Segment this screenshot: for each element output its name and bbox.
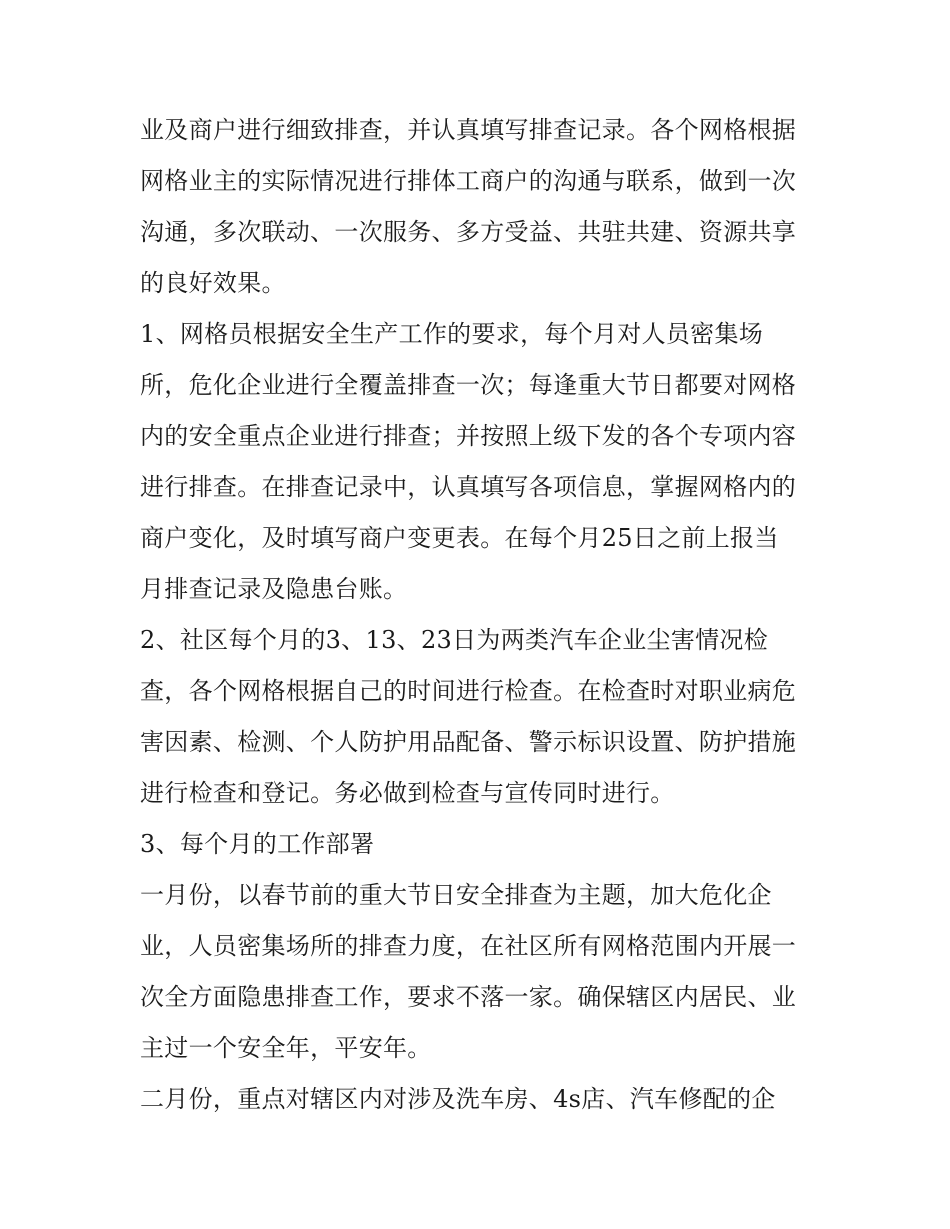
text-line: 业，人员密集场所的排查力度，在社区所有网格范围内开展一 [140, 932, 797, 960]
text-line: 网格业主的实际情况进行排体工商户的沟通与联系，做到一次 [140, 167, 797, 195]
text-line: 所，危化企业进行全覆盖排查一次；每逢重大节日都要对网格 [140, 371, 797, 399]
text-line: 次全方面隐患排查工作，要求不落一家。确保辖区内居民、业 [140, 983, 797, 1011]
document-body [140, 105, 820, 1125]
text-line: 进行检查和登记。务必做到检查与宣传同时进行。 [140, 779, 675, 807]
text-line: 一月份，以春节前的重大节日安全排查为主题，加大危化企 [140, 881, 772, 909]
text-line: 沟通，多次联动、一次服务、多方受益、共驻共建、资源共享 [140, 218, 797, 246]
text-line: 主过一个安全年，平安年。 [140, 1034, 432, 1062]
text-line: 的良好效果。 [140, 269, 286, 297]
text-line: 商户变化，及时填写商户变更表。在每个月25日之前上报当 [140, 524, 779, 552]
text-line: 进行排查。在排查记录中，认真填写各项信息，掌握网格内的 [140, 473, 797, 501]
text-line: 2、社区每个月的3、13、23日为两类汽车企业尘害情况检 [140, 626, 769, 654]
text-line: 业及商户进行细致排查，并认真填写排查记录。各个网格根据 [140, 116, 797, 144]
text-line: 3、每个月的工作部署 [140, 830, 375, 858]
text-line: 查，各个网格根据自己的时间进行检查。在检查时对职业病危 [140, 677, 797, 705]
text-line: 1、网格员根据安全生产工作的要求，每个月对人员密集场 [140, 320, 764, 348]
text-line: 二月份，重点对辖区内对涉及洗车房、4s店、汽车修配的企 [140, 1085, 776, 1113]
text-line: 害因素、检测、个人防护用品配备、警示标识设置、防护措施 [140, 728, 797, 756]
text-line: 内的安全重点企业进行排查；并按照上级下发的各个专项内容 [140, 422, 797, 450]
text-line: 月排查记录及隐患台账。 [140, 575, 408, 603]
